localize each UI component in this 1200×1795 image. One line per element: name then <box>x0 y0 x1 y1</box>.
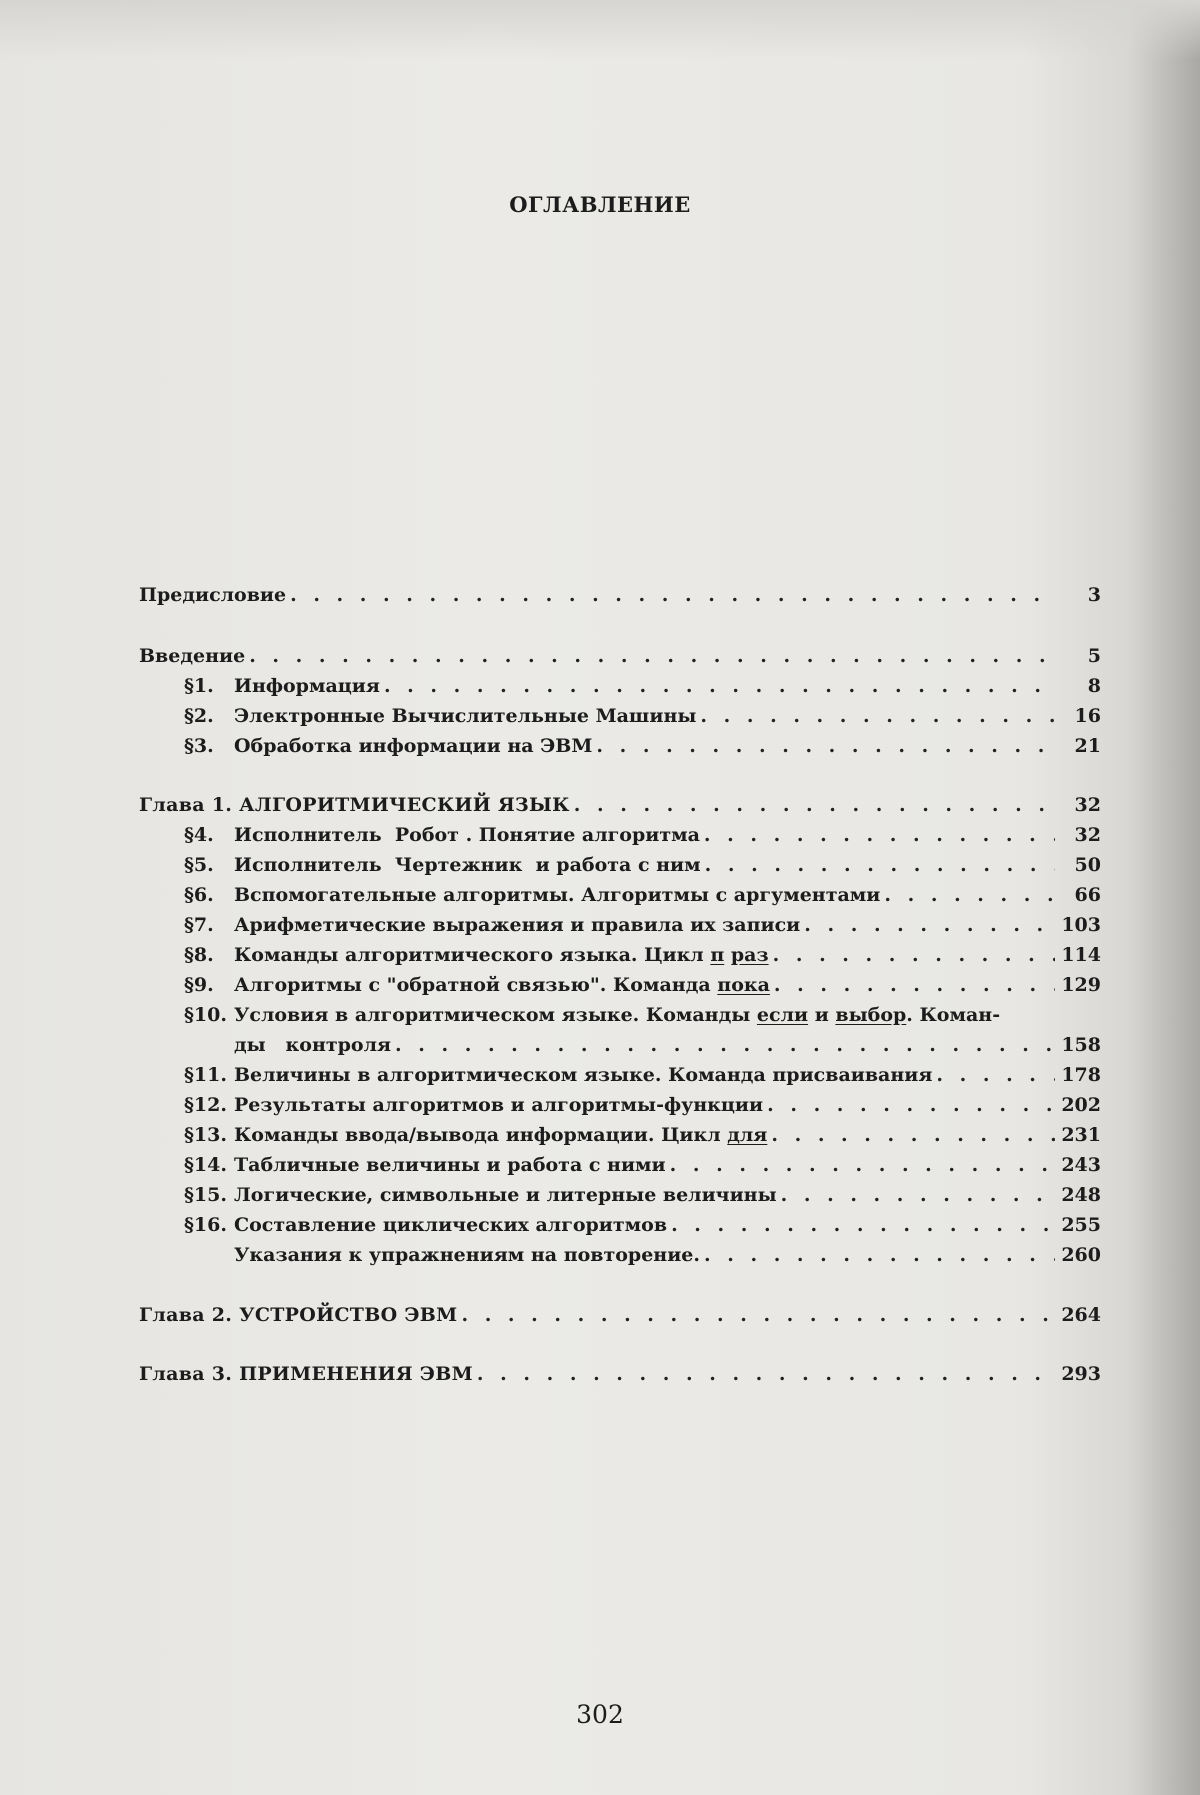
toc-entry-title: Исполнитель Чертежник и работа с ним <box>234 854 701 876</box>
toc-entry-chapter-2 <box>139 1300 1101 1330</box>
leader-dots <box>781 1180 1055 1210</box>
toc-entry-chapter-1 <box>139 790 1101 820</box>
toc-entry-number: §4. <box>184 824 214 846</box>
leader-dots <box>249 641 1055 671</box>
toc-entry-number: §16. <box>184 1214 227 1236</box>
toc-entry-title <box>234 970 770 1000</box>
toc-entry-page: 66 <box>1074 884 1101 906</box>
toc-entry-page: 293 <box>1061 1363 1101 1385</box>
toc-title-part: Команды алгоритмического языка. Цикл <box>234 944 711 966</box>
toc-entry-title: Вспомогательные алгоритмы. Алгоритмы с аргументами <box>234 884 881 906</box>
toc-entry-number: §1. <box>184 675 214 697</box>
toc-title-part <box>724 944 731 966</box>
toc-entry-preface <box>139 580 1101 610</box>
toc-entry-intro <box>139 641 1101 671</box>
toc-entry-title: Указания к упражнениям на повторение. <box>234 1244 701 1266</box>
toc-title-part: Условия в алгоритмическом языке. Команды <box>234 1004 757 1026</box>
toc-entry-title: Информация <box>234 675 380 697</box>
toc-entry-number: §10. <box>184 1004 227 1026</box>
toc-entry-section-3 <box>139 731 1101 761</box>
toc-entry-title: Электронные Вычислительные Машины <box>234 705 697 727</box>
leader-dots <box>767 1090 1055 1120</box>
keyword-dlya: для <box>727 1124 768 1146</box>
toc-entry-page: 8 <box>1087 675 1101 697</box>
toc-entry-number: §11. <box>184 1064 227 1086</box>
toc-entry-section-2 <box>139 701 1101 731</box>
toc-title-part: Команды ввода/вывода информации. Цикл <box>234 1124 728 1146</box>
toc-title-part: Алгоритмы с "обратной связью". Команда <box>234 974 718 996</box>
toc-entry-section-4 <box>139 820 1101 850</box>
leader-dots <box>477 1359 1055 1389</box>
toc-entry-number: §13. <box>184 1124 227 1146</box>
toc-entry-section-12 <box>139 1090 1101 1120</box>
toc-entry-section-5 <box>139 850 1101 880</box>
toc-entry-page: 264 <box>1061 1304 1101 1326</box>
toc-entry-section-15 <box>139 1180 1101 1210</box>
toc-entry-section-1 <box>139 671 1101 701</box>
toc-entry-section-16 <box>139 1210 1101 1240</box>
toc-entry-number: §5. <box>184 854 214 876</box>
toc-entry-number: §14. <box>184 1154 227 1176</box>
toc-entry-title: Величины в алгоритмическом языке. Команда присваивания <box>234 1064 933 1086</box>
page-heading: ОГЛАВЛЕНИЕ <box>509 192 691 217</box>
toc-entry-title: Составление циклических алгоритмов <box>234 1214 668 1236</box>
leader-dots <box>461 1300 1055 1330</box>
toc-title-part: и <box>808 1004 836 1026</box>
toc-entry-number: §6. <box>184 884 214 906</box>
toc-entry-page: 231 <box>1061 1124 1101 1146</box>
toc-entry-number: §3. <box>184 735 214 757</box>
toc-entry-page: 103 <box>1061 914 1101 936</box>
toc-entry-title: Глава 3. ПРИМЕНЕНИЯ ЭВМ <box>139 1363 473 1385</box>
toc-entry-page: 50 <box>1074 854 1101 876</box>
toc-entry-chapter-3 <box>139 1359 1101 1389</box>
toc-entry-page: 5 <box>1087 645 1101 667</box>
toc-entry-title <box>234 1120 767 1150</box>
leader-dots <box>704 1240 1055 1270</box>
toc-entry-page: 114 <box>1061 944 1101 966</box>
toc-title-part: . Коман- <box>906 1004 1001 1026</box>
toc-entry-title-line2: ды контроля <box>234 1034 392 1056</box>
page-number: 302 <box>576 1700 624 1729</box>
toc-entry-title <box>234 1000 1000 1030</box>
keyword-esli: если <box>756 1004 809 1026</box>
toc-entry-title: Обработка информации на ЭВМ <box>234 735 593 757</box>
toc-entry-title <box>234 940 769 970</box>
toc-entry-section-7 <box>139 910 1101 940</box>
toc-entry-page: 32 <box>1074 824 1101 846</box>
toc-entry-section-13 <box>139 1120 1101 1150</box>
toc-entry-number: §8. <box>184 944 214 966</box>
toc-entry-section-10-continued <box>139 1030 1101 1060</box>
toc-entry-title: Глава 1. АЛГОРИТМИЧЕСКИЙ ЯЗЫК <box>139 794 570 816</box>
toc-entry-title: Введение <box>139 645 246 667</box>
toc-entry-number: §9. <box>184 974 214 996</box>
toc-entry-title: Глава 2. УСТРОЙСТВО ЭВМ <box>139 1304 458 1326</box>
toc-entry-number: §12. <box>184 1094 227 1116</box>
toc-entry-page: 243 <box>1061 1154 1101 1176</box>
leader-dots <box>395 1030 1055 1060</box>
leader-dots <box>884 880 1055 910</box>
toc-entry-page: 129 <box>1061 974 1101 996</box>
leader-dots <box>384 671 1055 701</box>
toc-entry-title: Логические, символьные и литерные величины <box>234 1184 777 1206</box>
leader-dots <box>773 940 1055 970</box>
leader-dots <box>290 580 1055 610</box>
toc-entry-section-14 <box>139 1150 1101 1180</box>
leader-dots <box>574 790 1055 820</box>
toc-entry-section-10 <box>139 1000 1101 1030</box>
toc-entry-title: Исполнитель Робот . Понятие алгоритма <box>234 824 700 846</box>
toc-entry-page: 21 <box>1074 735 1101 757</box>
toc-entry-section-9 <box>139 970 1101 1000</box>
toc-entry-page: 32 <box>1074 794 1101 816</box>
toc-entry-number: §2. <box>184 705 214 727</box>
toc-entry-page: 158 <box>1061 1034 1101 1056</box>
toc-entry-page: 178 <box>1061 1064 1101 1086</box>
leader-dots <box>670 1150 1055 1180</box>
toc-entry-number: §15. <box>184 1184 227 1206</box>
toc-entry-section-8 <box>139 940 1101 970</box>
toc-entry-exercise-hints <box>139 1240 1101 1270</box>
leader-dots <box>700 701 1055 731</box>
leader-dots <box>705 850 1055 880</box>
toc-entry-title: Арифметические выражения и правила их записи <box>234 914 801 936</box>
toc-entry-page: 202 <box>1061 1094 1101 1116</box>
toc-entry-title: Предисловие <box>139 584 287 606</box>
toc-entry-page: 3 <box>1087 584 1101 606</box>
toc-entry-page: 255 <box>1061 1214 1101 1236</box>
toc-entry-page: 260 <box>1061 1244 1101 1266</box>
leader-dots <box>671 1210 1055 1240</box>
toc-entry-number: §7. <box>184 914 214 936</box>
keyword-n: п <box>710 944 725 966</box>
leader-dots <box>804 910 1055 940</box>
toc-entry-page: 16 <box>1074 705 1101 727</box>
keyword-vybor: выбор <box>835 1004 907 1026</box>
keyword-poka: пока <box>717 974 770 996</box>
leader-dots <box>704 820 1055 850</box>
toc-entry-page: 248 <box>1061 1184 1101 1206</box>
toc-entry-section-11 <box>139 1060 1101 1090</box>
toc-entry-title: Табличные величины и работа с ними <box>234 1154 666 1176</box>
toc-entry-section-6 <box>139 880 1101 910</box>
leader-dots <box>771 1120 1055 1150</box>
leader-dots <box>936 1060 1055 1090</box>
leader-dots <box>596 731 1055 761</box>
leader-dots <box>774 970 1055 1000</box>
toc-entry-title: Результаты алгоритмов и алгоритмы-функции <box>234 1094 764 1116</box>
keyword-raz: раз <box>730 944 769 966</box>
